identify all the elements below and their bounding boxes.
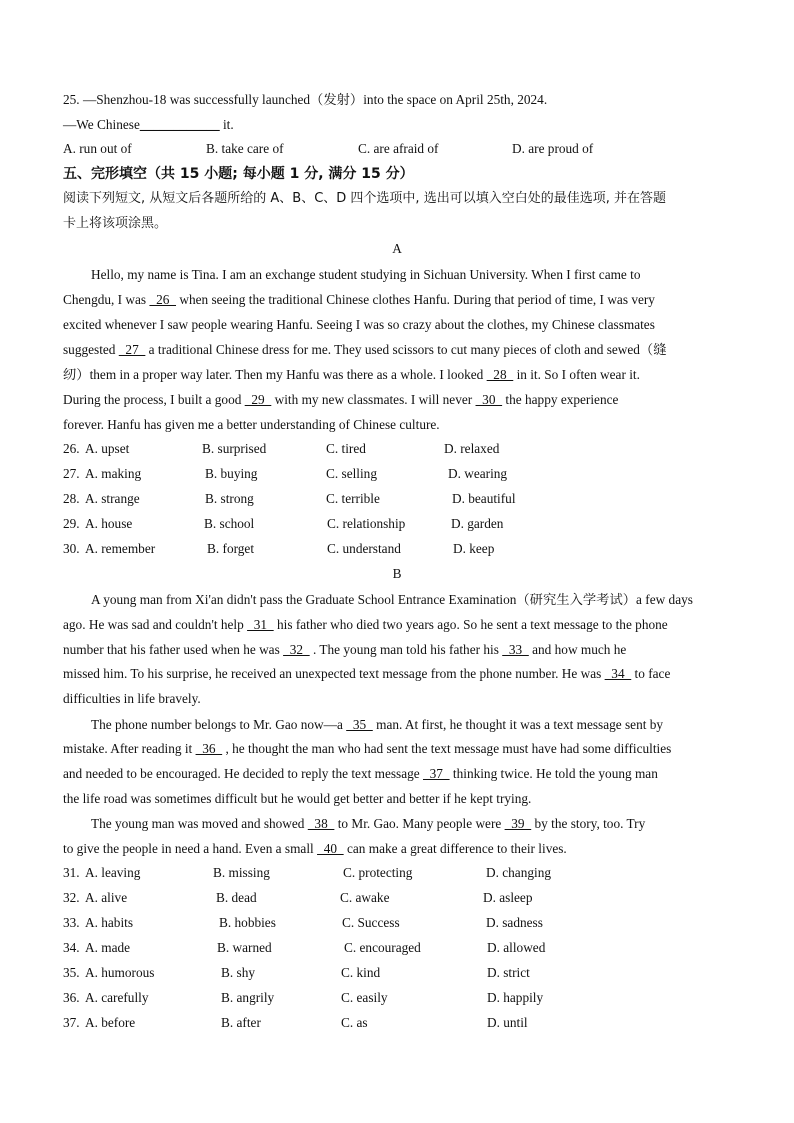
passage-a-line: During the process, I built a good 29 with my new classmates. I will never 30 the happy experience [63,392,619,407]
blank-33: 33 [502,642,529,657]
option-b: B. shy [221,965,255,980]
passage-b-label: B [392,566,402,581]
q25-option-c: C. are afraid of [358,141,439,156]
passage-b-line: missed him. To his surprise, he received an unexpected text message from the phone number. He was 34 to face [63,666,671,681]
option-d: D. relaxed [444,441,500,456]
option-b: B. after [221,1015,261,1030]
option-a: A. house [85,516,133,531]
option-c: C. protecting [343,865,413,880]
option-a: A. making [85,466,142,481]
option-a: A. upset [85,441,130,456]
question-25-response [63,116,234,134]
option-b: B. surprised [202,441,267,456]
option-c: C. easily [341,990,388,1005]
section-heading: 五、完形填空（共 15 小题; 每小题 1 分, 满分 15 分） [63,166,414,182]
option-d: D. happily [487,990,544,1005]
option-b: B. buying [205,466,258,481]
option-b: B. school [204,516,255,531]
response-prefix: —We Chinese [63,117,140,132]
blank-40: 40 [317,841,344,856]
option-b: B. missing [213,865,270,880]
option-a: A. humorous [85,965,155,980]
option-d: D. strict [487,965,530,980]
option-c: C. tired [326,441,366,456]
question-number: 34. [63,940,80,955]
passage-b-line: The young man was moved and showed 38 to Mr. Gao. Many people were 39 by the story, too. Try [91,816,646,831]
question-number: 37. [63,1015,80,1030]
blank-28: 28 [486,367,514,382]
answer-blank: ____________ [139,117,220,132]
passage-a-line: Hello, my name is Tina. I am an exchange student studying in Sichuan University. When I first came to [91,267,641,282]
option-c: C. relationship [327,516,406,531]
option-a: A. remember [85,541,156,556]
option-d: D. allowed [487,940,546,955]
question-number: 28. [63,491,80,506]
option-b: B. forget [207,541,255,556]
blank-27: 27 [118,342,146,357]
option-a: A. alive [85,890,128,905]
option-a: A. strange [85,491,140,506]
blank-36: 36 [195,741,223,756]
question-number: 30. [63,541,80,556]
option-a: A. made [85,940,131,955]
passage-b-line: the life road was sometimes difficult but he would get better and better if he kept trying. [63,791,532,806]
question-number: 31. [63,865,80,880]
passage-b-line: difficulties in life bravely. [63,691,201,706]
option-d: D. keep [453,541,495,556]
blank-26: 26 [149,292,177,307]
option-c: C. awake [340,890,390,905]
option-c: C. encouraged [344,940,421,955]
question-number: 32. [63,890,80,905]
blank-31: 31 [247,617,274,632]
response-suffix: it. [219,117,234,132]
option-c: C. as [341,1015,368,1030]
option-a: A. habits [85,915,134,930]
option-b: B. dead [216,890,257,905]
option-d: D. wearing [448,466,508,481]
blank-38: 38 [307,816,335,831]
passage-b-line: number that his father used when he was 32 . The young man told his father his 33 and how much he [63,642,627,657]
blank-30: 30 [475,392,503,407]
option-c: C. Success [342,915,400,930]
option-b: B. angrily [221,990,275,1005]
option-d: D. beautiful [452,491,516,506]
option-c: C. terrible [326,491,380,506]
option-b: B. hobbies [219,915,276,930]
question-number: 33. [63,915,80,930]
passage-a-line: 纫）them in a proper way later. Then my Hanfu was there as a whole. I looked 28 in it. So I often wear it. [63,367,640,382]
option-d: D. sadness [486,915,543,930]
passage-a-line: forever. Hanfu has given me a better understanding of Chinese culture. [63,417,440,432]
option-d: D. garden [451,516,504,531]
passage-b-line: mistake. After reading it 36 , he thought the man who had sent the text message must have had some difficulties [63,741,672,756]
option-a: A. carefully [85,990,149,1005]
question-number: 27. [63,466,80,481]
q25-option-a: A. run out of [63,141,132,156]
question-number: 35. [63,965,80,980]
section-instruction-line2: 卡上将该项涂黑。 [63,216,168,231]
blank-39: 39 [504,816,532,831]
question-number: 36. [63,990,80,1005]
passage-a-line: Chengdu, I was 26 when seeing the traditional Chinese clothes Hanfu. During that period of time, I was very [63,292,655,307]
option-c: C. understand [327,541,401,556]
option-b: B. warned [217,940,272,955]
option-d: D. until [487,1015,528,1030]
blank-34: 34 [604,666,632,681]
passage-a-line: excited whenever I saw people wearing Hanfu. Seeing I was so crazy about the clothes, my Chinese classmates [63,317,655,332]
q25-option-b: B. take care of [206,141,284,156]
section-instruction-line1: 阅读下列短文, 从短文后各题所给的 A、B、C、D 四个选项中, 选出可以填入空白处的最佳选项, 并在答题 [63,191,666,206]
blank-32: 32 [283,642,310,657]
passage-b-line: and needed to be encouraged. He decided to reply the text message 37 thinking twice. He told the young man [63,766,658,781]
passage-b-line: A young man from Xi'an didn't pass the Graduate School Entrance Examination（研究生入学考试）a few days [91,592,693,607]
blank-37: 37 [422,766,450,781]
q25-option-d: D. are proud of [512,141,594,156]
passage-a-label: A [392,241,402,256]
question-25-stem: 25. —Shenzhou-18 was successfully launched（发射）into the space on April 25th, 2024. [63,92,548,107]
option-c: C. selling [326,466,377,481]
option-a: A. before [85,1015,136,1030]
passage-b-line: ago. He was sad and couldn't help 31 his father who died two years ago. So he sent a text message to the phone [63,617,668,632]
option-d: D. asleep [483,890,533,905]
blank-35: 35 [346,717,373,732]
option-d: D. changing [486,865,551,880]
passage-b-line: The phone number belongs to Mr. Gao now—a 35 man. At first, he thought it was a text message sent by [91,717,664,732]
question-number: 29. [63,516,80,531]
blank-29: 29 [244,392,272,407]
option-c: C. kind [341,965,381,980]
question-number: 26. [63,441,80,456]
passage-a-line: suggested 27 a traditional Chinese dress for me. They used scissors to cut many pieces of cloth and sewed（缝 [63,342,667,357]
option-b: B. strong [205,491,254,506]
option-a: A. leaving [85,865,141,880]
passage-b-line: to give the people in need a hand. Even a small 40 can make a great difference to their lives. [63,841,567,856]
